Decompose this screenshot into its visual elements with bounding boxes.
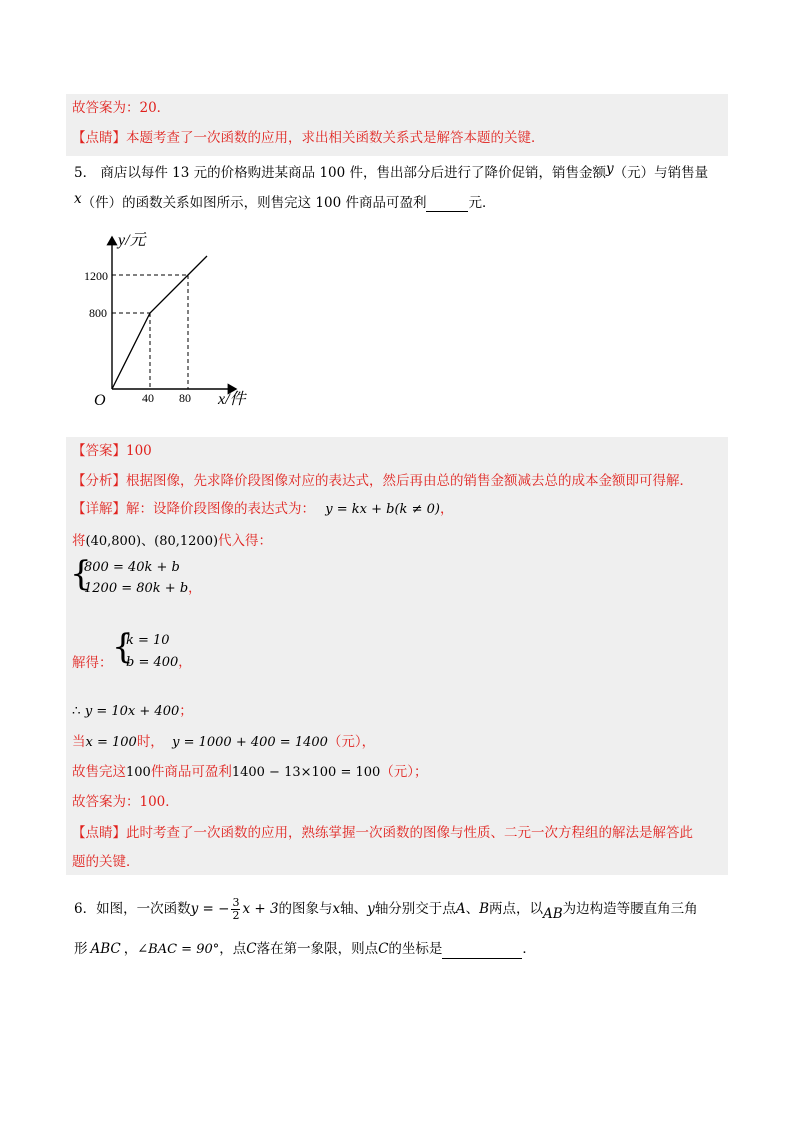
q5-number: 5．	[74, 165, 97, 181]
q6-line2: 形 ABC ，∠BAC = 90°，点C落在第一象限，则点C的坐标是 ．	[74, 941, 536, 957]
solve-label: 解得：	[72, 655, 113, 671]
equation-2: 1200 = 80k + b，	[84, 581, 202, 596]
comment-line-2: 题的关键．	[72, 854, 140, 870]
therefore-symbol: ∴	[72, 703, 81, 719]
comment-line-1: 【点睛】此时考查了一次函数的应用，熟练掌握一次函数的图像与性质、二元一次方程组的解法是解答此	[72, 825, 693, 841]
analysis-tag: 【分析】	[72, 473, 126, 489]
var-x: x	[74, 191, 82, 207]
comment-text: 本题考查了一次函数的应用，求出相关函数关系式是解答本题的关键．	[126, 130, 545, 146]
answer-line	[72, 442, 152, 460]
system-brace: {	[70, 554, 92, 594]
answer-value: 100	[126, 443, 152, 459]
q5-line1: 5． 商店以每件 13 元的价格购进某商品 100 件，售出部分后进行了降价促销，销售金额y（元）与销售量	[74, 161, 709, 181]
y-tick-800: 800	[89, 306, 107, 320]
q5-graph	[80, 225, 280, 415]
final-answer-line: 故答案为：100．	[72, 794, 179, 810]
y-axis-label: y/元	[118, 232, 146, 249]
solution-b: b = 400，	[126, 655, 192, 670]
answer-tag: 【答案】	[72, 443, 126, 459]
solution-brace: {	[112, 627, 134, 667]
when-line: 当x = 100时， y = 1000 + 400 = 1400（元），	[72, 734, 376, 750]
detail-line: 【详解】解：设降价段图像的表达式为： y = kx + b(k ≠ 0)，	[72, 501, 454, 517]
x-tick-40: 40	[142, 391, 154, 405]
result-formula: y = 10x + 400	[84, 704, 180, 719]
solution-k: k = 10	[126, 633, 170, 648]
fraction: $\frac{3}{2}$	[232, 896, 240, 922]
analysis-line: 【分析】根据图像，先求降价段图像对应的表达式，然后再由总的销售金额减去总的成本金额即可得解．	[72, 473, 693, 489]
comment-tag: 【点睛】	[72, 130, 126, 146]
q5-line2: x（件）的函数关系如图所示，则售完这 100 件商品可盈利 元．	[74, 191, 496, 211]
q6-line1: 6．如图，一次函数y = − $\frac{3}{2}$ x + 3的图象与x轴、y轴分别交于点A、B两点，以AB为边构造等腰直角三角	[74, 896, 698, 922]
answer-blank	[442, 958, 522, 959]
result-line: ∴ y = 10x + 400；	[72, 703, 193, 719]
graph-line	[112, 256, 207, 389]
origin-label: O	[94, 392, 106, 409]
comment-tag: 【点睛】	[72, 825, 126, 841]
substitute-points: (40,800)、(80,1200)	[85, 534, 219, 549]
x-axis-label: x/件	[218, 391, 246, 408]
q6-number: 6．	[74, 901, 97, 917]
equation-1: 800 = 40k + b	[84, 560, 180, 575]
y-tick-1200: 1200	[84, 269, 108, 283]
var-y: y	[606, 161, 614, 177]
dashed-guides	[112, 275, 188, 389]
profit-line: 故售完这100件商品可盈利1400 − 13×100 = 100（元）；	[72, 764, 428, 780]
x-tick-80: 80	[179, 391, 191, 405]
prev-answer-line: 故答案为：20．	[72, 100, 171, 116]
prev-comment-line	[72, 129, 545, 147]
substitute-line: 将(40,800)、(80,1200)代入得：	[72, 533, 273, 549]
detail-formula: y = kx + b(k ≠ 0)	[325, 502, 440, 517]
answer-blank	[426, 211, 468, 212]
detail-tag: 【详解】	[72, 501, 126, 517]
